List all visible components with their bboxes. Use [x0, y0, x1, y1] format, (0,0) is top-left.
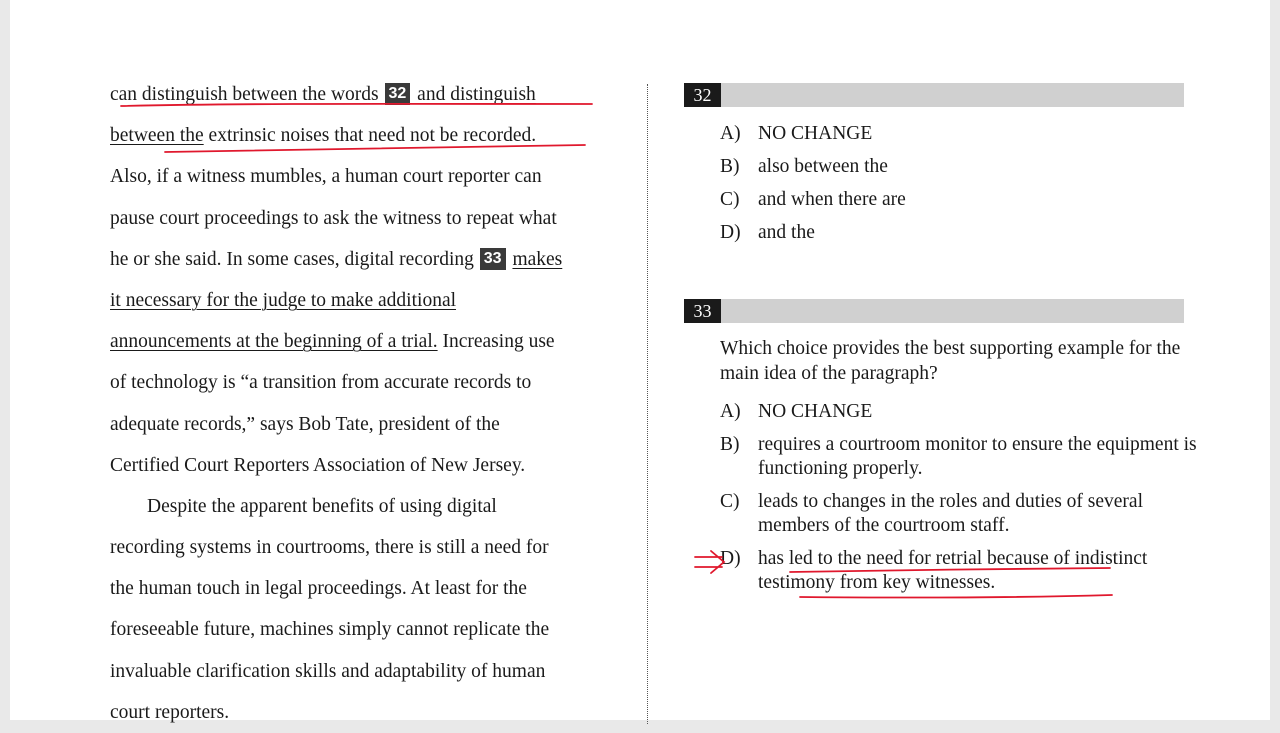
passage-line: invaluable clarification skills and adaptability of human: [110, 660, 546, 682]
question-header-33: [684, 299, 1184, 323]
passage-line: he or she said. In some cases, digital recording 33 makes: [110, 248, 563, 270]
answer-choice-33a[interactable]: A) NO CHANGE: [720, 401, 873, 422]
underlined-text-32: between the: [110, 125, 204, 147]
passage-line: can distinguish between the words 32 and distinguish: [110, 84, 536, 105]
question-number-33: 33: [684, 299, 721, 323]
passage-line: court reporters.: [110, 701, 230, 723]
passage-line: Certified Court Reporters Association of New Jersey.: [110, 454, 526, 476]
passage-line: pause court proceedings to ask the witness to repeat what: [110, 207, 557, 229]
answer-choice-32b[interactable]: B) also between the: [720, 156, 888, 177]
question-marker-32[interactable]: 32: [385, 83, 411, 105]
underlined-text-32: and distinguish: [417, 84, 536, 105]
column-divider: [647, 84, 648, 724]
underlined-text-33: announcements at the beginning of a trial.: [110, 331, 438, 353]
question-33-stem: Which choice provides the best supporting example for the main idea of the paragraph?: [720, 338, 1181, 384]
passage-line: recording systems in courtrooms, there is still a need for: [110, 537, 549, 559]
answer-choice-32c[interactable]: C) and when there are: [720, 189, 906, 210]
passage-text: [110, 74, 620, 733]
answer-choice-33c[interactable]: C) leads to changes in the roles and duties of several members of the courtroom staff.: [720, 490, 1144, 536]
question-marker-33[interactable]: 33: [480, 248, 506, 270]
underlined-text-33: makes: [512, 248, 563, 270]
passage-line: the human touch in legal proceedings. At least for the: [110, 578, 527, 600]
question-header-32: [684, 83, 1184, 107]
answer-choice-32d[interactable]: D) and the: [720, 222, 815, 243]
passage-line: announcements at the beginning of a trial. Increasing use: [110, 331, 555, 353]
answer-choice-33b[interactable]: B) requires a courtroom monitor to ensure the equipment is functioning properly.: [720, 433, 1197, 479]
question-number-32: 32: [684, 83, 721, 107]
passage-line: foreseeable future, machines simply cannot replicate the: [110, 619, 550, 641]
passage-line: [110, 280, 620, 321]
passage-line: of technology is “a transition from accurate records to: [110, 372, 532, 394]
passage-line: adequate records,” says Bob Tate, president of the: [110, 413, 500, 435]
underlined-text-33: it necessary for the judge to make additional: [110, 289, 457, 311]
question-33-choices: [720, 400, 1200, 596]
passage-line: between the extrinsic noises that need not be recorded.: [110, 125, 537, 147]
answer-choice-33d[interactable]: D) has led to the need for retrial because of indistinct testimony from key witnesses.: [720, 547, 1148, 593]
passage-line: Also, if a witness mumbles, a human court reporter can: [110, 166, 542, 188]
answer-choice-32a[interactable]: A) NO CHANGE: [720, 123, 873, 144]
passage-line: Despite the apparent benefits of using digital: [147, 495, 497, 517]
question-32-choices: [720, 122, 1200, 254]
